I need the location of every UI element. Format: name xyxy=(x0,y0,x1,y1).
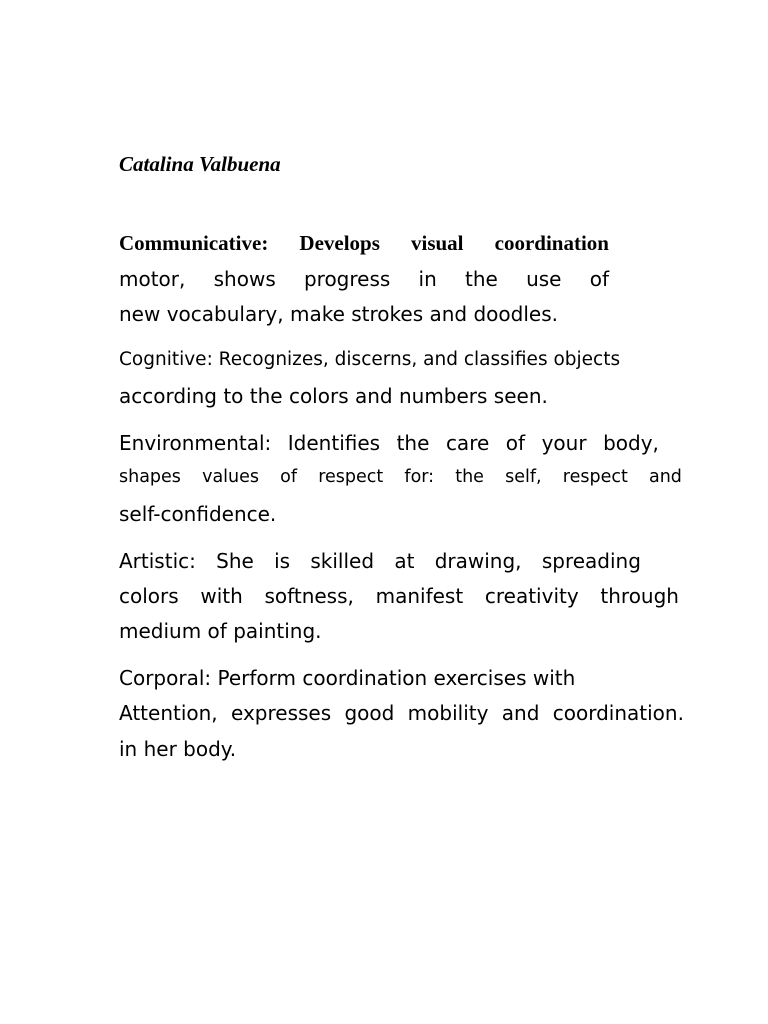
artistic-line-1 xyxy=(119,549,641,573)
artistic-line-3: medium of painting. xyxy=(119,619,322,643)
environmental-line-3: self-confidence. xyxy=(119,502,277,526)
word: colors xyxy=(119,584,179,608)
communicative-line-2 xyxy=(119,267,609,291)
word: of xyxy=(280,467,298,487)
word: manifest xyxy=(375,584,464,608)
word: softness, xyxy=(264,584,354,608)
word: the xyxy=(396,431,430,455)
word: respect xyxy=(318,467,384,487)
word: of xyxy=(589,267,609,291)
word: values xyxy=(202,467,260,487)
word: motor, xyxy=(119,267,186,291)
word: She xyxy=(216,549,254,573)
corporal-line-1: Corporal: Perform coordination exercises with xyxy=(119,666,576,690)
artistic-line-2 xyxy=(119,584,679,608)
word: spreading xyxy=(541,549,641,573)
word: body, xyxy=(603,431,659,455)
cognitive-line-2: according to the colors and numbers seen. xyxy=(119,384,548,408)
word: creativity xyxy=(484,584,579,608)
word: for: xyxy=(404,467,435,487)
word: at xyxy=(394,549,415,573)
word: visual xyxy=(411,231,464,255)
word: with xyxy=(200,584,243,608)
word: Artistic: xyxy=(119,549,196,573)
word: respect xyxy=(562,467,628,487)
environmental-line-2 xyxy=(119,467,682,487)
word: coordination xyxy=(494,231,609,255)
word: skilled xyxy=(310,549,375,573)
word: use xyxy=(526,267,562,291)
word: Attention, xyxy=(119,701,218,725)
word: drawing, xyxy=(434,549,522,573)
word: the xyxy=(455,467,484,487)
communicative-line-3: new vocabulary, make strokes and doodles. xyxy=(119,302,558,326)
word: progress xyxy=(303,267,391,291)
word: is xyxy=(274,549,291,573)
word: in xyxy=(418,267,437,291)
word: of xyxy=(505,431,526,455)
word: coordination. xyxy=(552,701,684,725)
cognitive-line-1: Cognitive: Recognizes, discerns, and classifies objects xyxy=(119,349,621,370)
word: and xyxy=(648,467,682,487)
communicative-line-1 xyxy=(119,231,609,256)
word: the xyxy=(465,267,498,291)
word: care xyxy=(445,431,490,455)
corporal-line-3: in her body. xyxy=(119,737,237,761)
word: good xyxy=(344,701,395,725)
word: and xyxy=(501,701,540,725)
environmental-line-1 xyxy=(119,431,659,455)
word: mobility xyxy=(407,701,489,725)
word: expresses xyxy=(231,701,332,725)
word: shapes xyxy=(119,467,181,487)
word: shows xyxy=(213,267,276,291)
word: Identifies xyxy=(287,431,381,455)
corporal-line-2 xyxy=(119,701,684,725)
student-name: Catalina Valbuena xyxy=(119,152,281,176)
word: Develops xyxy=(299,231,380,255)
word: through xyxy=(600,584,679,608)
word: your xyxy=(541,431,587,455)
word: Environmental: xyxy=(119,431,272,455)
word: Communicative: xyxy=(119,231,269,255)
word: self, xyxy=(505,467,542,487)
